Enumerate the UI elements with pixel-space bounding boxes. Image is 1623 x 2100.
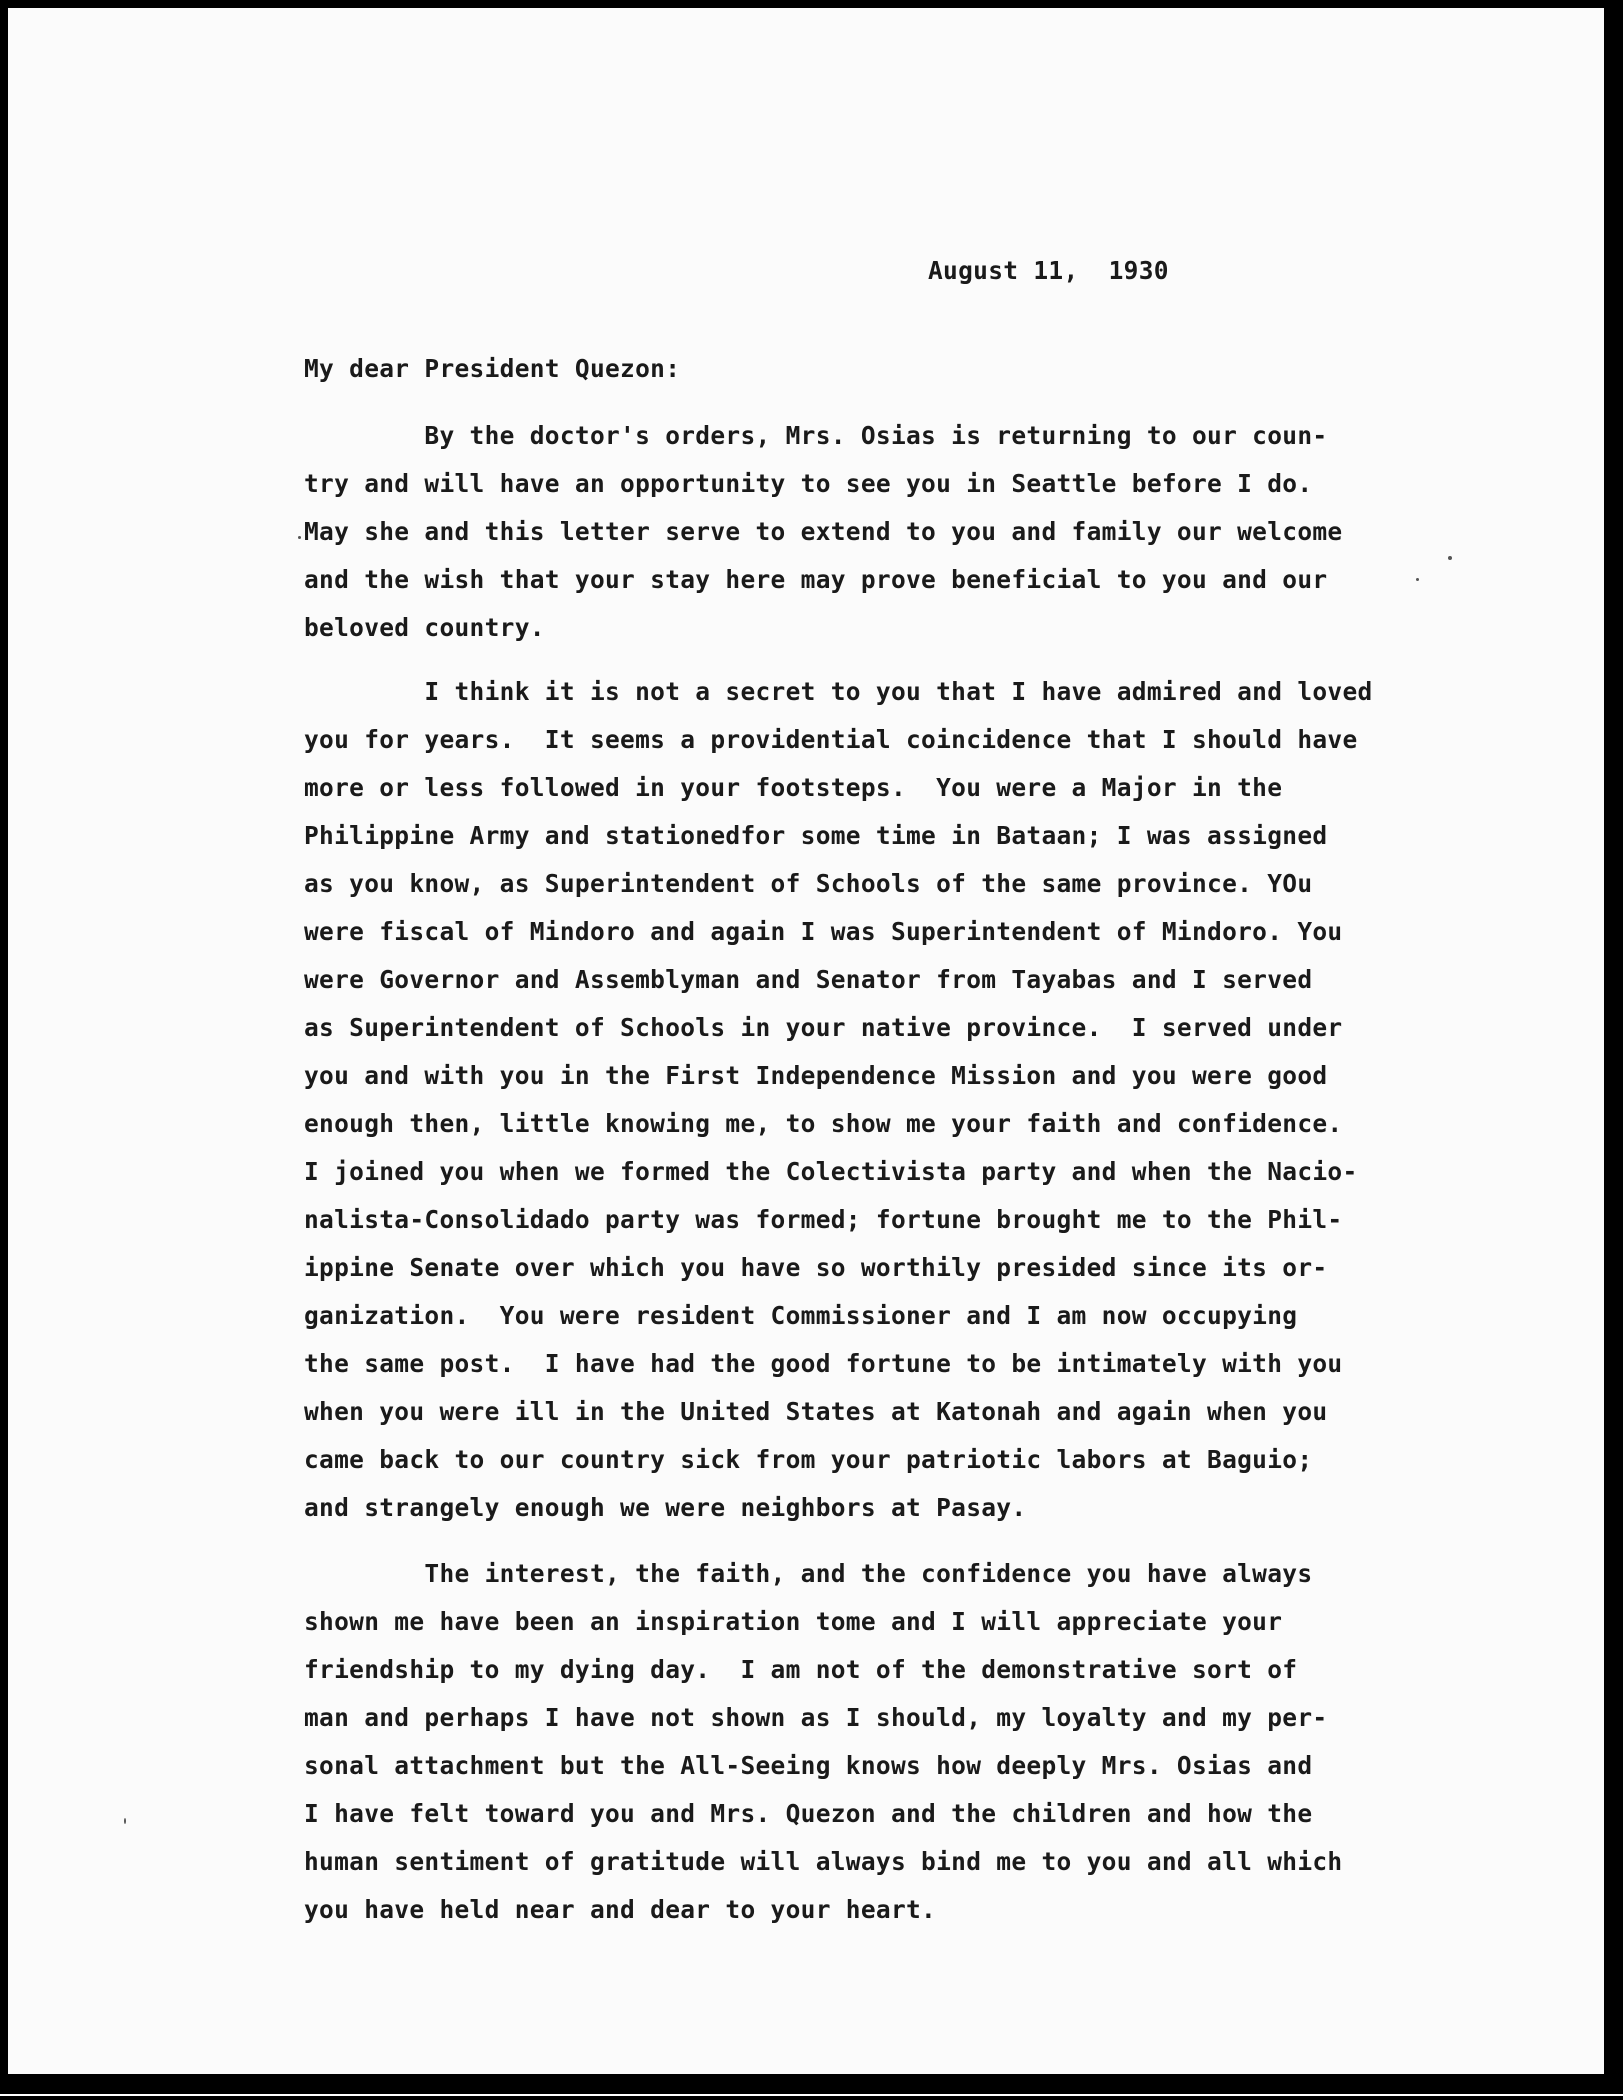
- paragraph-line: I joined you when we formed the Colectivista party and when the Nacio-: [304, 1157, 1358, 1186]
- paragraph-line: shown me have been an inspiration tome and I will appreciate your: [304, 1607, 1283, 1636]
- paragraph-line: ganization. You were resident Commissioner and I am now occupying: [304, 1301, 1298, 1330]
- paragraph-3: [304, 1550, 1342, 1934]
- paragraph-line: By the doctor's orders, Mrs. Osias is returning to our coun-: [304, 421, 1328, 450]
- paragraph-line: were fiscal of Mindoro and again I was Superintendent of Mindoro. You: [304, 917, 1343, 946]
- paragraph-line: enough then, little knowing me, to show me your faith and confidence.: [304, 1109, 1343, 1138]
- paragraph-line: I think it is not a secret to you that I have admired and loved: [304, 677, 1373, 706]
- paragraph-line: ippine Senate over which you have so worthily presided since its or-: [304, 1253, 1328, 1282]
- paragraph-2: [304, 668, 1373, 1532]
- paragraph-line: nalista-Consolidado party was formed; fortune brought me to the Phil-: [304, 1205, 1343, 1234]
- paragraph-line: you and with you in the First Independence Mission and you were good: [304, 1061, 1328, 1090]
- paragraph-line: and the wish that your stay here may prove beneficial to you and our: [304, 565, 1328, 594]
- paragraph-line: the same post. I have had the good fortune to be intimately with you: [304, 1349, 1343, 1378]
- paragraph-line: man and perhaps I have not shown as I should, my loyalty and my per-: [304, 1703, 1328, 1732]
- paragraph-line: you for years. It seems a providential coincidence that I should have: [304, 725, 1358, 754]
- letter-date: August 11, 1930: [928, 256, 1169, 285]
- frame-bottom-line: [0, 2094, 1623, 2096]
- paragraph-1: [304, 412, 1342, 652]
- paragraph-line: as you know, as Superintendent of Schools of the same province. YOu: [304, 869, 1313, 898]
- scan-speck: [124, 1818, 126, 1824]
- paragraph-line: human sentiment of gratitude will always bind me to you and all which: [304, 1847, 1343, 1876]
- paragraph-line: The interest, the faith, and the confidence you have always: [304, 1559, 1313, 1588]
- paragraph-line: sonal attachment but the All-Seeing knows how deeply Mrs. Osias and: [304, 1751, 1313, 1780]
- paragraph-line: were Governor and Assemblyman and Senator from Tayabas and I served: [304, 965, 1313, 994]
- paragraph-line: I have felt toward you and Mrs. Quezon and the children and how the: [304, 1799, 1313, 1828]
- paragraph-line: and strangely enough we were neighbors at Pasay.: [304, 1493, 1027, 1522]
- paragraph-line: came back to our country sick from your patriotic labors at Baguio;: [304, 1445, 1313, 1474]
- paragraph-line: you have held near and dear to your heart.: [304, 1895, 937, 1924]
- paragraph-line: when you were ill in the United States at Katonah and again when you: [304, 1397, 1328, 1426]
- paragraph-line: more or less followed in your footsteps. You were a Major in the: [304, 773, 1283, 802]
- paragraph-line: beloved country.: [304, 613, 545, 642]
- paragraph-line: as Superintendent of Schools in your native province. I served under: [304, 1013, 1343, 1042]
- letter-page: [8, 8, 1604, 2074]
- paragraph-line: friendship to my dying day. I am not of the demonstrative sort of: [304, 1655, 1298, 1684]
- scan-speck: [1448, 556, 1452, 560]
- paragraph-line: try and will have an opportunity to see you in Seattle before I do.: [304, 469, 1313, 498]
- scan-speck: [1416, 578, 1419, 581]
- paragraph-line: Philippine Army and stationedfor some time in Bataan; I was assigned: [304, 821, 1328, 850]
- scan-speck: [298, 536, 301, 539]
- paragraph-line: May she and this letter serve to extend to you and family our welcome: [304, 517, 1343, 546]
- salutation: My dear President Quezon:: [304, 354, 681, 383]
